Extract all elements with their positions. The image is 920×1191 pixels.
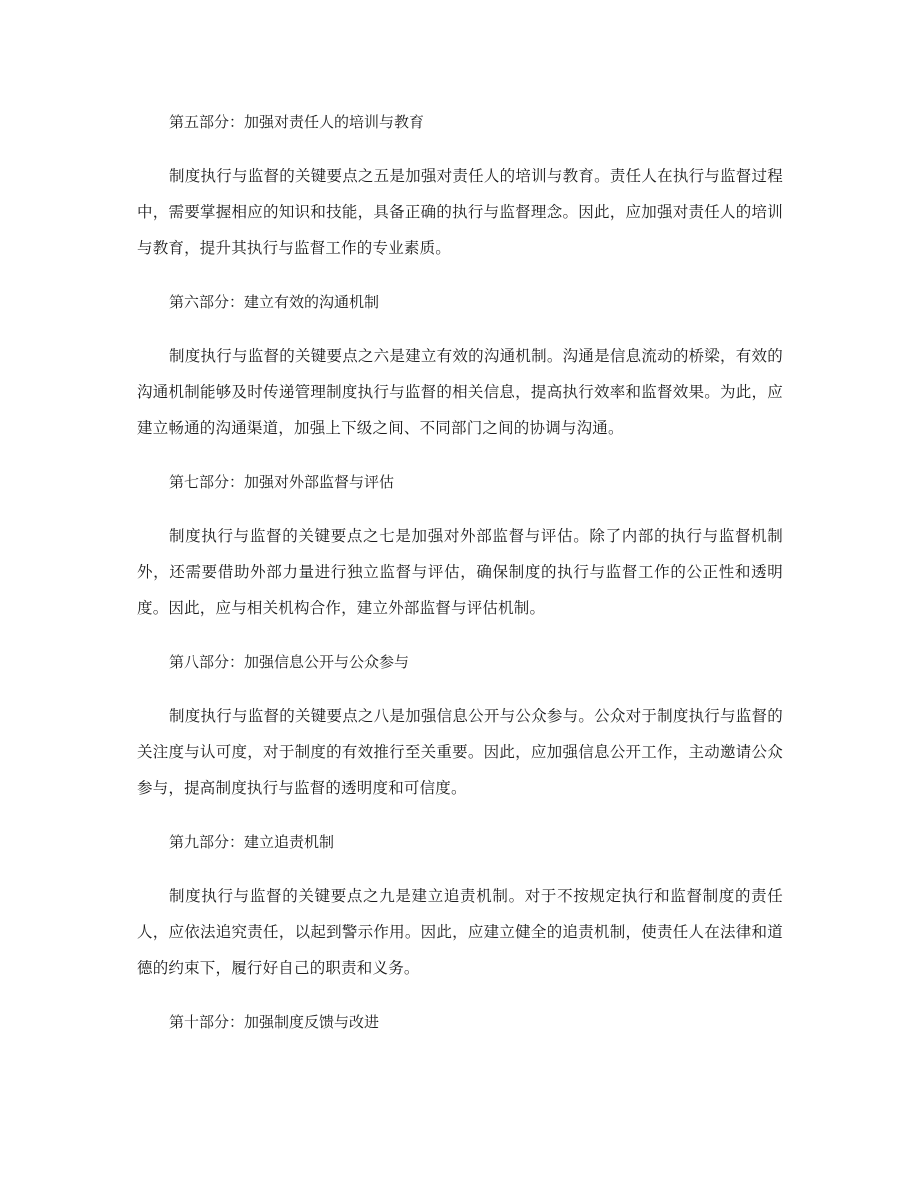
section-7-paragraph: 制度执行与监督的关键要点之七是加强对外部监督与评估。除了内部的执行与监督机制外，还需要借助外部力量进行独立监督与评估，确保制度的执行与监督工作的公正性和透明度。因此，应与相关机构合作，建立外部监督与评估机制。 bbox=[137, 527, 783, 617]
section-8-heading: 第八部分：加强信息公开与公众参与 bbox=[169, 653, 410, 671]
document-body bbox=[137, 104, 783, 1040]
section-8-paragraph: 制度执行与监督的关键要点之八是加强信息公开与公众参与。公众对于制度执行与监督的关注度与认可度，对于制度的有效推行至关重要。因此，应加强信息公开工作，主动邀请公众参与，提高制度执行与监督的透明度和可信度。 bbox=[137, 707, 783, 797]
section-6-paragraph: 制度执行与监督的关键要点之六是建立有效的沟通机制。沟通是信息流动的桥梁，有效的沟通机制能够及时传递管理制度执行与监督的相关信息，提高执行效率和监督效果。为此，应建立畅通的沟通渠道，加强上下级之间、不同部门之间的协调与沟通。 bbox=[137, 347, 783, 437]
section-6-heading: 第六部分：建立有效的沟通机制 bbox=[169, 293, 380, 311]
section-9-heading: 第九部分：建立追责机制 bbox=[169, 833, 335, 851]
section-5-paragraph: 制度执行与监督的关键要点之五是加强对责任人的培训与教育。责任人在执行与监督过程中，需要掌握相应的知识和技能，具备正确的执行与监督理念。因此，应加强对责任人的培训与教育，提升其执行与监督工作的专业素质。 bbox=[137, 167, 783, 257]
section-9-paragraph: 制度执行与监督的关键要点之九是建立追责机制。对于不按规定执行和监督制度的责任人，应依法追究责任，以起到警示作用。因此，应建立健全的追责机制，使责任人在法律和道德的约束下，履行好自己的职责和义务。 bbox=[137, 887, 783, 977]
section-5-heading: 第五部分：加强对责任人的培训与教育 bbox=[169, 113, 425, 131]
section-7-heading: 第七部分：加强对外部监督与评估 bbox=[169, 473, 395, 491]
section-10-heading: 第十部分：加强制度反馈与改进 bbox=[169, 1013, 380, 1031]
